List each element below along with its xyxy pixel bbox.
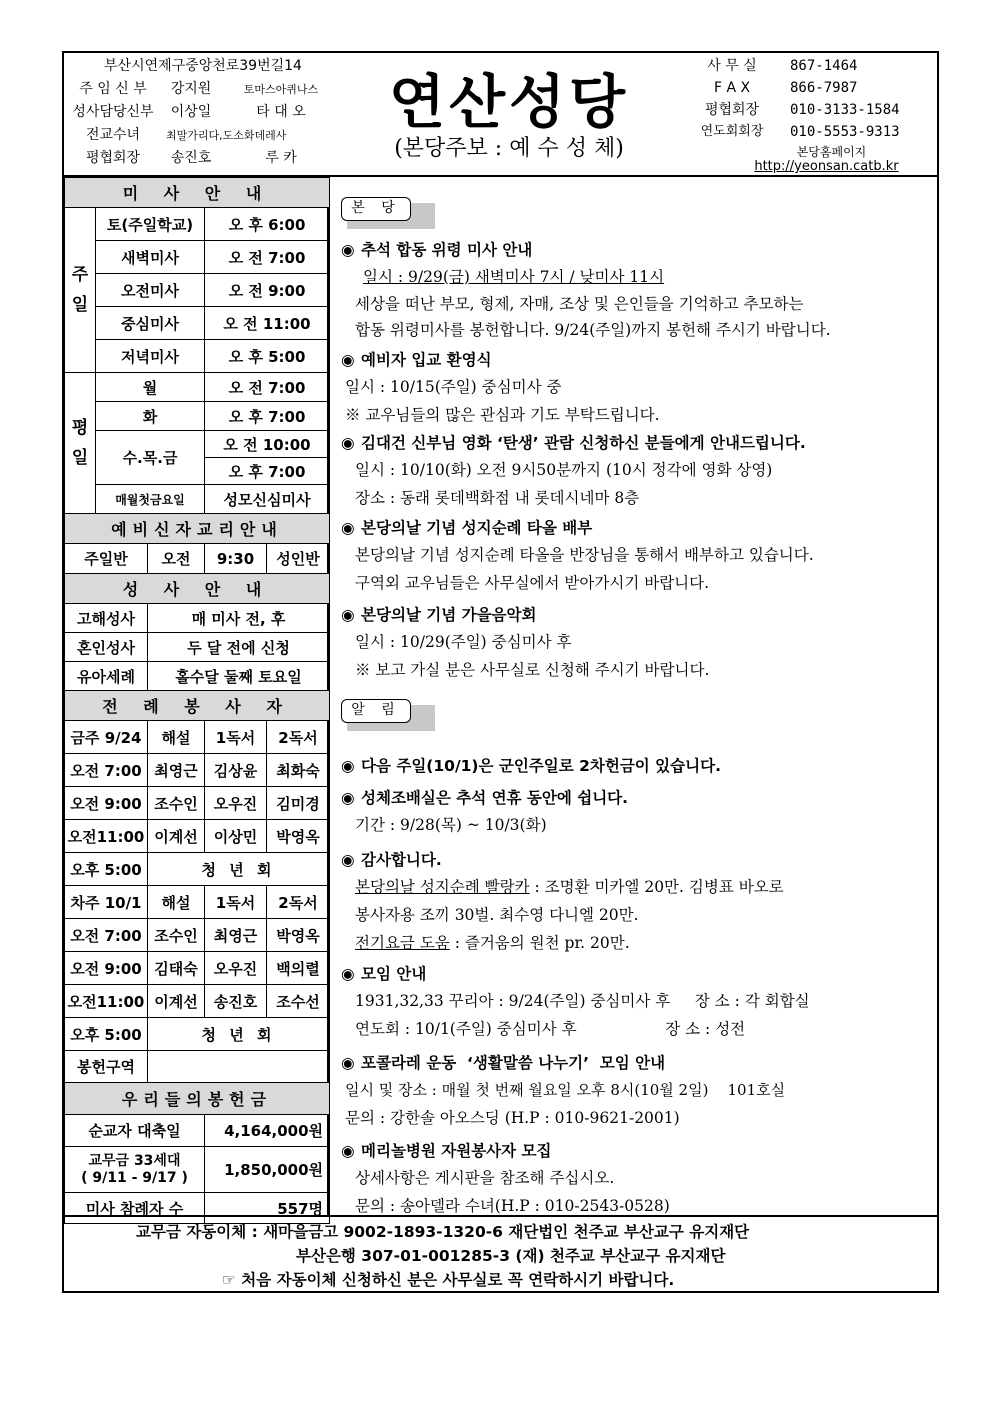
announcement-line: 합동 위령미사를 봉헌합니다. 9/24(주일)까지 봉헌해 주시기 바랍니다. <box>355 321 831 339</box>
announcement-title: 성체조배실은 추석 연휴 동안에 쉽니다. <box>361 789 629 807</box>
announcement-line: 일시 및 장소 : 매월 첫 번째 월요일 오후 8시(10월 2일) 101호실 <box>345 1081 786 1099</box>
liturgy-cell: 김미경 <box>267 787 330 820</box>
mass-time: 오 전 10:00 <box>205 431 330 458</box>
mass-time: 오 후 5:00 <box>205 340 330 373</box>
thanks-text: : 조명환 미카엘 20만. 김병표 바오로 <box>529 878 784 896</box>
thanks-text: : 즐거움의 원천 pr. 20만. <box>449 934 630 952</box>
announcement-line: 세상을 떠난 부모, 형제, 자매, 조상 및 은인들을 기억하고 추모하는 <box>355 295 804 313</box>
mass-name: 중심미사 <box>96 307 205 340</box>
announcement-title: 메리놀병원 자원봉사자 모집 <box>361 1142 552 1160</box>
offering-amount: 1,850,000원 <box>205 1147 330 1193</box>
announcement-line: 본당의날 기념 성지순례 타올을 반장님을 통해서 배부하고 있습니다. <box>355 546 814 564</box>
homepage-label: 본당홈페이지 <box>796 145 867 159</box>
staff-row <box>72 147 334 170</box>
staff-name: 이상일 <box>170 104 212 120</box>
thanks-label: 본당의날 성지순례 빨랑카 <box>355 878 530 896</box>
contact-info <box>684 55 939 175</box>
liturgy-cell: 김상윤 <box>205 754 267 787</box>
liturgy-cell: 오후 5:00 <box>65 1018 148 1051</box>
announcement-title: 포콜라레 운동 ‘생활말씀 나누기’ 모임 안내 <box>361 1054 666 1072</box>
announcement-title: 본당의날 기념 성지순례 타올 배부 <box>361 519 593 537</box>
mass-name: 수.목.금 <box>96 431 205 485</box>
bulletin-footer <box>64 1215 937 1291</box>
liturgy-cell: 2독서 <box>267 721 330 754</box>
mass-time: 오 전 7:00 <box>205 373 330 402</box>
announcement-title: 추석 합동 위령 미사 안내 <box>361 241 533 259</box>
announcement-title: 예비자 입교 환영식 <box>361 351 492 369</box>
sacrament-info: 홀수달 둘째 토요일 <box>148 662 330 691</box>
liturgy-cell: 최화숙 <box>267 754 330 787</box>
liturgy-cell: 조수선 <box>267 985 330 1018</box>
sacrament-name: 유아세례 <box>65 662 148 691</box>
section-tag-parish: 본 당 <box>341 197 433 227</box>
mass-time: 오 후 7:00 <box>205 402 330 431</box>
offering-heading: 우리들의봉헌금 <box>65 1083 330 1115</box>
thanks-label: 전기요금 도움 <box>355 934 450 952</box>
liturgy-cell: 오우진 <box>205 787 267 820</box>
announcement-item: ◉ 본당의날 기념 가을음악회 일시 : 10/29(주일) 중심미사 후 ※ 보고 가실 분은 사무실로 신청해 주시기 바랍니다. <box>341 602 937 684</box>
catechumen-session: 오전 <box>148 544 205 574</box>
mass-time: 오 전 9:00 <box>205 274 330 307</box>
announcement-item: ◉ 김대건 신부님 영화 ‘탄생’ 관람 신청하신 분들에게 안내드립니다. 일시 : 10/10(화) 오전 9시50분까지 (10시 정각에 영화 상영) 장소 : 동래 롯데백화점 내 롯데시네마 8층 <box>341 430 937 512</box>
offering-name: 교무금 33세대 ( 9/11 - 9/17 ) <box>65 1147 205 1193</box>
liturgy-cell: 이계선 <box>148 985 205 1018</box>
staff-name: 강지원 <box>170 81 212 97</box>
sacrament-info: 매 미사 전, 후 <box>148 604 330 633</box>
weekday-label: 평일 <box>65 373 96 514</box>
liturgy-cell: 오우진 <box>205 952 267 985</box>
offering-amount: 4,164,000원 <box>205 1115 330 1147</box>
staff-row <box>72 124 334 147</box>
offering-name: 미사 참례자 수 <box>65 1193 205 1224</box>
announcement-line: 일시 : 10/10(화) 오전 9시50분까지 (10시 정각에 영화 상영) <box>355 461 773 479</box>
announcement-line: 일시 : 9/29(금) 새벽미사 7시 / 낮미사 11시 <box>363 268 665 286</box>
announcement-line: 기간 : 9/28(목) ~ 10/3(화) <box>355 816 547 834</box>
bulletin-header <box>64 53 937 177</box>
mass-name: 토(주일학교) <box>96 208 205 241</box>
announcement-item: ◉ 성체조배실은 추석 연휴 동안에 쉽니다. 기간 : 9/28(목) ~ 10/3(화) <box>341 785 937 839</box>
announcement-title: 김대건 신부님 영화 ‘탄생’ 관람 신청하신 분들에게 안내드립니다. <box>361 434 806 452</box>
mass-time: 성모신심미사 <box>205 485 330 514</box>
announcement-line: 장소 : 동래 롯데백화점 내 롯데시네마 8층 <box>355 489 640 507</box>
liturgy-cell: 2독서 <box>267 886 330 919</box>
staff-role: 주 임 신 부 <box>79 81 147 97</box>
contact-row: 연도회회장 010-5553-9313 <box>700 124 900 140</box>
liturgy-cell: 해설 <box>148 721 205 754</box>
catechumen-class: 주일반 <box>65 544 148 574</box>
parish-staff-info <box>72 55 334 170</box>
liturgy-youth: 청 년 회 <box>148 853 330 886</box>
liturgy-heading: 전 례 봉 사 자 <box>65 691 330 721</box>
liturgy-cell: 조수인 <box>148 919 205 952</box>
mass-name: 매월첫금요일 <box>96 485 205 514</box>
liturgy-cell: 이계선 <box>148 820 205 853</box>
announcement-item: ◉ 포콜라레 운동 ‘생활말씀 나누기’ 모임 안내 일시 및 장소 : 매월 첫 번째 월요일 오후 8시(10월 2일) 101호실 문의 : 강한솔 아오스딩 (H.P : 010-9621-2001) <box>341 1050 937 1132</box>
announcement-line: 상세사항은 게시판을 참조해 주십시오. <box>355 1169 615 1187</box>
staff-role: 평협회장 <box>85 150 141 166</box>
parish-address: 부산시연제구중앙천로39번길14 <box>104 58 302 74</box>
homepage-link[interactable]: http://yeonsan.catb.kr <box>754 159 899 174</box>
liturgy-cell: 오후 5:00 <box>65 853 148 886</box>
liturgy-cell: 박영옥 <box>267 820 330 853</box>
thanks-text: 봉사자용 조끼 30벌. 최수영 다니엘 20만. <box>355 906 639 924</box>
announcement-item: ◉ 다음 주일(10/1)은 군인주일로 2차헌금이 있습니다. <box>341 757 721 775</box>
sacrament-name: 고해성사 <box>65 604 148 633</box>
announcement-item: ◉ 메리놀병원 자원봉사자 모집 상세사항은 게시판을 참조해 주십시오. 문의 : 송아델라 수녀(H.P : 010-2543-0528) <box>341 1138 937 1220</box>
liturgy-cell: 김태숙 <box>148 952 205 985</box>
liturgy-cell: 오전11:00 <box>65 820 148 853</box>
liturgy-cell: 오전 9:00 <box>65 952 148 985</box>
mass-name: 새벽미사 <box>96 241 205 274</box>
mass-name: 오전미사 <box>96 274 205 307</box>
section-tag-notice: 알 림 <box>341 699 433 729</box>
staff-baptism-name: 타 대 오 <box>256 104 306 120</box>
announcement-item: ◉ 추석 합동 위령 미사 안내 일시 : 9/29(금) 새벽미사 7시 / 낮미사 11시 세상을 떠난 부모, 형제, 자매, 조상 및 은인들을 기억하고 추모하는 합동 위령미사를 봉헌합니다. 9/24(주일)까지 봉헌해 주시기 바랍니다. <box>341 237 937 343</box>
announcement-item: ◉ 모임 안내 1931,32,33 꾸리아 : 9/24(주일) 중심미사 후 장 소 : 각 회합실 연도회 : 10/1(주일) 중심미사 후 장 소 : 성전 <box>341 961 937 1043</box>
catechumen-heading: 예비신자교리안내 <box>65 514 330 544</box>
liturgy-cell: 해설 <box>148 886 205 919</box>
liturgy-cell: 송진호 <box>205 985 267 1018</box>
sunday-label: 주일 <box>65 208 96 373</box>
liturgy-cell: 최영근 <box>205 919 267 952</box>
bulletin-frame <box>62 51 939 1293</box>
announcement-line: ※ 보고 가실 분은 사무실로 신청해 주시기 바랍니다. <box>355 661 710 679</box>
bulletin-subtitle: (본당주보 : 예 수 성 체) <box>394 136 624 161</box>
announcement-title: 본당의날 기념 가을음악회 <box>361 606 537 624</box>
liturgy-cell: 오전 9:00 <box>65 787 148 820</box>
liturgy-cell: 백의렬 <box>267 952 330 985</box>
announcement-title: 모임 안내 <box>361 965 427 983</box>
announcement-line: 구역외 교우님들은 사무실에서 받아가시기 바랍니다. <box>355 574 710 592</box>
announcement-item: ◉ 감사합니다. 본당의날 성지순례 빨랑카 : 조명환 미카엘 20만. 김병표 바오로 봉사자용 조끼 30벌. 최수영 다니엘 20만. 전기요금 도움 : 즐거움의 원천 pr. 20만. <box>341 851 784 952</box>
staff-role: 성사담당신부 <box>72 104 154 120</box>
staff-name: 송진호 <box>170 150 212 166</box>
liturgy-cell: 1독서 <box>205 721 267 754</box>
liturgy-cell: 이상민 <box>205 820 267 853</box>
liturgy-youth: 청 년 회 <box>148 1018 330 1051</box>
mass-name: 월 <box>96 373 205 402</box>
catechumen-time: 9:30 <box>205 544 267 574</box>
parish-title: 연산성당 <box>388 68 630 136</box>
mass-time: 오 후 6:00 <box>205 208 330 241</box>
announcement-line: 문의 : 강한솔 아오스딩 (H.P : 010-9621-2001) <box>345 1109 680 1127</box>
liturgy-cell: 최영근 <box>148 754 205 787</box>
announcement-title: 다음 주일(10/1)은 군인주일로 2차헌금이 있습니다. <box>361 757 721 775</box>
mass-schedule-heading: 미 사 안 내 <box>65 178 330 208</box>
announcement-line: 일시 : 10/15(주일) 중심미사 중 <box>345 378 562 396</box>
mass-name: 화 <box>96 402 205 431</box>
mass-time: 오 후 7:00 <box>205 458 330 485</box>
sacrament-name: 혼인성사 <box>65 633 148 662</box>
liturgy-cell: 금주 9/24 <box>65 721 148 754</box>
catechumen-type: 성인반 <box>267 544 330 574</box>
service-area-value <box>148 1051 330 1083</box>
announcement-item: ◉ 예비자 입교 환영식 일시 : 10/15(주일) 중심미사 중 ※ 교우님들의 많은 관심과 기도 부탁드립니다. <box>341 347 937 429</box>
offering-name: 순교자 대축일 <box>65 1115 205 1147</box>
staff-baptism-name: 루 카 <box>265 150 297 166</box>
liturgy-cell: 오전 7:00 <box>65 919 148 952</box>
liturgy-cell: 오전 7:00 <box>65 754 148 787</box>
sacrament-heading: 성 사 안 내 <box>65 574 330 604</box>
staff-role: 전교수녀 <box>85 127 141 143</box>
left-info-column <box>64 177 329 1218</box>
mass-schedule-table <box>64 177 330 1224</box>
sacrament-info: 두 달 전에 신청 <box>148 633 330 662</box>
announcement-line: 일시 : 10/29(주일) 중심미사 후 <box>355 633 572 651</box>
announcement-line: 1931,32,33 꾸리아 : 9/24(주일) 중심미사 후 장 소 : 각 회합실 <box>355 992 810 1010</box>
service-area-label: 봉헌구역 <box>65 1051 148 1083</box>
announcement-line: ※ 교우님들의 많은 관심과 기도 부탁드립니다. <box>345 406 660 424</box>
announcement-line: 연도회 : 10/1(주일) 중심미사 후 장 소 : 성전 <box>355 1020 746 1038</box>
staff-baptism-name: 토마스아퀴나스 <box>243 83 319 96</box>
mass-name: 저녁미사 <box>96 340 205 373</box>
liturgy-cell: 박영옥 <box>267 919 330 952</box>
mass-time: 오 전 11:00 <box>205 307 330 340</box>
contact-row: 사 무 실 867-1464 <box>707 58 858 74</box>
footer-transfer-line: 교무금 자동이체 : 새마을금고 9002-1893-1320-6 재단법인 천주교 부산교구 유지재단 <box>136 1223 750 1241</box>
liturgy-cell: 오전11:00 <box>65 985 148 1018</box>
liturgy-cell: 조수인 <box>148 787 205 820</box>
offering-amount: 557명 <box>205 1193 330 1224</box>
footer-bank-line: 부산은행 307-01-001285-3 (재) 천주교 부산교구 유지재단 <box>296 1247 726 1265</box>
announcement-line: 문의 : 송아델라 수녀(H.P : 010-2543-0528) <box>355 1197 670 1215</box>
staff-row <box>72 101 334 124</box>
footer-note-line: ☞ 처음 자동이체 신청하신 분은 사무실로 꼭 연락하시기 바랍니다. <box>222 1271 675 1289</box>
mass-time: 오 전 7:00 <box>205 241 330 274</box>
contact-row: 평협회장 010-3133-1584 <box>704 102 900 118</box>
staff-row <box>72 78 334 101</box>
liturgy-cell: 차주 10/1 <box>65 886 148 919</box>
staff-baptism-name: 최말가리다,도소화데레사 <box>166 129 287 142</box>
announcement-title: 감사합니다. <box>361 851 442 869</box>
liturgy-cell: 1독서 <box>205 886 267 919</box>
announcement-item: ◉ 본당의날 기념 성지순례 타올 배부 본당의날 기념 성지순례 타올을 반장님을 통해서 배부하고 있습니다. 구역외 교우님들은 사무실에서 받아가시기 바랍니다. <box>341 515 937 597</box>
contact-row: F A X 866-7987 <box>713 80 858 96</box>
announcements-column <box>331 177 937 1215</box>
